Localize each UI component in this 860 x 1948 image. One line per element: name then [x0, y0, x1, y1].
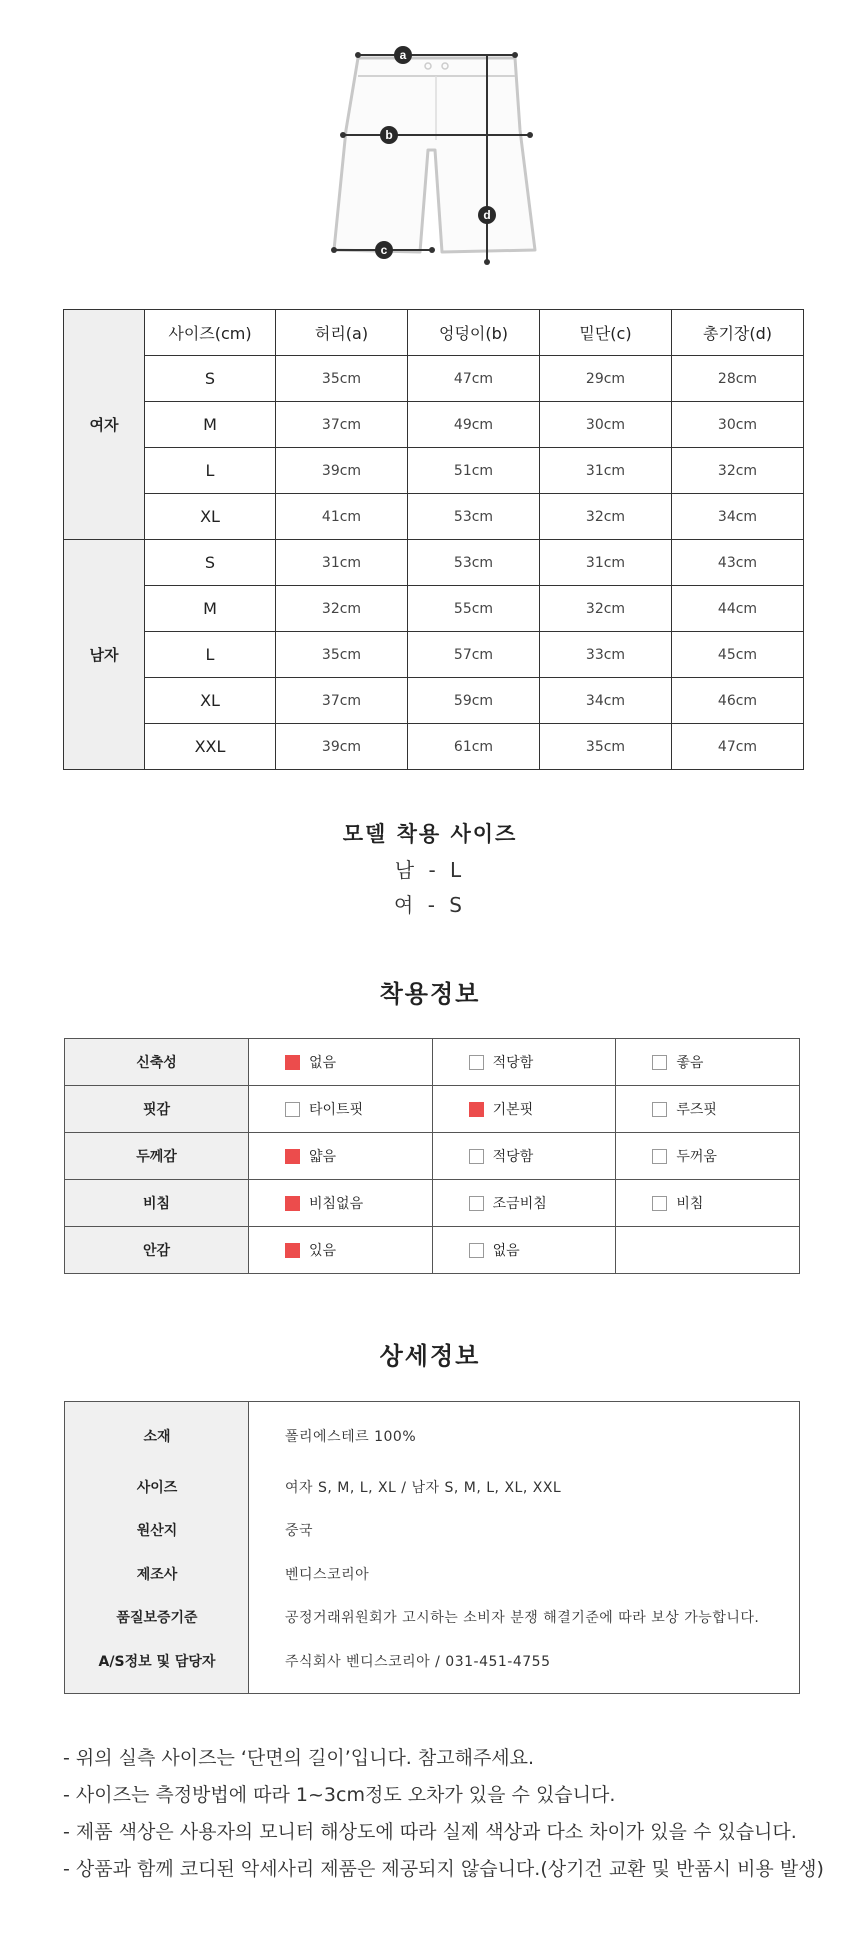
value-cell: 44cm — [672, 586, 804, 632]
value-cell: 47cm — [672, 724, 804, 770]
table-row — [64, 540, 804, 586]
value-cell: 39cm — [276, 448, 408, 494]
fit-info-table — [64, 1038, 800, 1274]
model-size-title: 모델 착용 사이즈 — [342, 822, 518, 846]
detail-label: 사이즈 — [136, 1480, 178, 1496]
value-cell: 39cm — [276, 724, 408, 770]
fit-option-label: 없음 — [309, 1055, 337, 1071]
size-table — [63, 309, 804, 770]
fit-row-thickness — [65, 1133, 800, 1180]
fit-row-lining — [65, 1227, 800, 1274]
value-cell: 32cm — [276, 586, 408, 632]
marker-c — [375, 241, 393, 259]
table-row — [64, 632, 804, 678]
fit-option-label: 기본핏 — [492, 1102, 534, 1118]
fit-option — [249, 1039, 433, 1086]
value-cell: 61cm — [408, 724, 540, 770]
checkbox-checked-icon — [285, 1196, 300, 1211]
fit-option — [432, 1133, 616, 1180]
checkbox-empty-icon — [469, 1196, 484, 1211]
value-cell: 37cm — [276, 678, 408, 724]
checkbox-empty-icon — [652, 1196, 667, 1211]
detail-value: 주식회사 벤디스코리아 / 031-451-4755 — [285, 1654, 551, 1670]
fit-row-label: 안감 — [65, 1227, 249, 1274]
detail-label: 제조사 — [136, 1567, 178, 1583]
fit-option — [432, 1086, 616, 1133]
fit-option-empty — [616, 1227, 800, 1274]
value-cell: 49cm — [408, 402, 540, 448]
size-cell: M — [145, 402, 276, 448]
value-cell: 29cm — [540, 356, 672, 402]
size-cell: M — [145, 586, 276, 632]
checkbox-empty-icon — [469, 1149, 484, 1164]
detail-row — [65, 1559, 801, 1589]
checkbox-checked-icon — [469, 1102, 484, 1117]
fit-option-label: 얇음 — [309, 1149, 337, 1165]
table-row — [64, 724, 804, 770]
checkbox-empty-icon — [469, 1243, 484, 1258]
notice-item: - 상품과 함께 코디된 악세사리 제품은 제공되지 않습니다.(상기건 교환 및 반품시 비용 발생) — [63, 1858, 824, 1880]
table-row — [64, 678, 804, 724]
fit-option — [616, 1133, 800, 1180]
value-cell: 41cm — [276, 494, 408, 540]
shorts-measurement-diagram — [0, 0, 860, 300]
value-cell: 32cm — [540, 494, 672, 540]
detail-row — [65, 1646, 801, 1676]
fit-info-title: 착용정보 — [379, 980, 481, 1008]
fit-row-label: 두께감 — [65, 1133, 249, 1180]
value-cell: 33cm — [540, 632, 672, 678]
svg-text:a: a — [399, 48, 407, 62]
size-table-header — [64, 310, 804, 356]
detail-value: 여자 S, M, L, XL / 남자 S, M, L, XL, XXL — [285, 1480, 562, 1496]
value-cell: 57cm — [408, 632, 540, 678]
fit-option-label: 적당함 — [492, 1149, 534, 1165]
detail-label: 소재 — [143, 1429, 171, 1445]
value-cell: 28cm — [672, 356, 804, 402]
detail-label: 품질보증기준 — [116, 1610, 198, 1626]
fit-option-label: 좋음 — [676, 1055, 704, 1071]
value-cell: 43cm — [672, 540, 804, 586]
notice-list — [63, 1740, 824, 1888]
svg-text:d: d — [483, 208, 491, 222]
fit-option — [616, 1180, 800, 1227]
value-cell: 31cm — [276, 540, 408, 586]
marker-b — [380, 126, 398, 144]
fit-option — [249, 1180, 433, 1227]
fit-row-label: 신축성 — [65, 1039, 249, 1086]
value-cell: 47cm — [408, 356, 540, 402]
value-cell: 35cm — [540, 724, 672, 770]
size-cell: XL — [145, 494, 276, 540]
value-cell: 34cm — [540, 678, 672, 724]
value-cell: 55cm — [408, 586, 540, 632]
value-cell: 31cm — [540, 448, 672, 494]
detail-value: 공정거래위원회가 고시하는 소비자 분쟁 해결기준에 따라 보상 가능합니다. — [285, 1610, 760, 1626]
marker-d — [478, 206, 496, 224]
value-cell: 35cm — [276, 356, 408, 402]
checkbox-empty-icon — [285, 1102, 300, 1117]
fit-option — [249, 1227, 433, 1274]
fit-option — [432, 1227, 616, 1274]
value-cell: 35cm — [276, 632, 408, 678]
detail-value: 폴리에스테르 100% — [285, 1429, 417, 1445]
fit-option — [616, 1039, 800, 1086]
detail-info-title: 상세정보 — [379, 1342, 481, 1370]
value-cell: 53cm — [408, 494, 540, 540]
table-row — [64, 402, 804, 448]
fit-option-label: 타이트핏 — [309, 1102, 364, 1118]
value-cell: 46cm — [672, 678, 804, 724]
fit-row-label: 비침 — [65, 1180, 249, 1227]
value-cell: 30cm — [672, 402, 804, 448]
value-cell: 32cm — [672, 448, 804, 494]
fit-option — [249, 1133, 433, 1180]
notice-item: - 사이즈는 측정방법에 따라 1~3cm정도 오차가 있을 수 있습니다. — [63, 1784, 616, 1806]
fit-option-label: 루즈핏 — [676, 1102, 717, 1118]
size-cell: S — [145, 540, 276, 586]
fit-option-label: 없음 — [492, 1243, 520, 1259]
value-cell: 53cm — [408, 540, 540, 586]
fit-option-label: 적당함 — [492, 1055, 534, 1071]
detail-info-table — [64, 1401, 800, 1694]
group-label-men: 남자 — [64, 540, 145, 770]
shorts-outline — [334, 58, 535, 252]
marker-a — [394, 46, 412, 64]
checkbox-empty-icon — [652, 1102, 667, 1117]
fit-option — [249, 1086, 433, 1133]
size-cell: L — [145, 632, 276, 678]
value-cell: 45cm — [672, 632, 804, 678]
size-cell: S — [145, 356, 276, 402]
model-size-men: 남 - L — [394, 858, 466, 882]
value-cell: 51cm — [408, 448, 540, 494]
model-size-women: 여 - S — [394, 893, 466, 917]
detail-value: 벤디스코리아 — [285, 1567, 370, 1583]
size-cell: L — [145, 448, 276, 494]
value-cell: 59cm — [408, 678, 540, 724]
size-cell: XXL — [145, 724, 276, 770]
svg-text:b: b — [385, 128, 393, 142]
value-cell: 30cm — [540, 402, 672, 448]
fit-row-fit — [65, 1086, 800, 1133]
checkbox-empty-icon — [652, 1055, 667, 1070]
checkbox-empty-icon — [469, 1055, 484, 1070]
table-row — [64, 448, 804, 494]
fit-option-label: 두꺼움 — [676, 1149, 717, 1165]
checkbox-empty-icon — [652, 1149, 667, 1164]
model-size-section — [0, 818, 860, 918]
fit-option-label: 조금비침 — [492, 1196, 547, 1212]
fit-option — [432, 1180, 616, 1227]
fit-row-label: 핏감 — [65, 1086, 249, 1133]
value-cell: 37cm — [276, 402, 408, 448]
detail-label: A/S정보 및 담당자 — [98, 1654, 216, 1670]
fit-row-sheerness — [65, 1180, 800, 1227]
checkbox-checked-icon — [285, 1243, 300, 1258]
header-hip: 엉덩이(b) — [408, 310, 540, 356]
fit-option-label: 비침 — [676, 1196, 704, 1212]
checkbox-checked-icon — [285, 1055, 300, 1070]
header-hem: 밑단(c) — [540, 310, 672, 356]
detail-value: 중국 — [285, 1523, 314, 1539]
notice-item: - 제품 색상은 사용자의 모니터 해상도에 따라 실제 색상과 다소 차이가 있을 수 있습니다. — [63, 1821, 797, 1843]
value-cell: 32cm — [540, 586, 672, 632]
table-row — [64, 356, 804, 402]
value-cell: 34cm — [672, 494, 804, 540]
detail-row — [65, 1602, 801, 1632]
value-cell: 31cm — [540, 540, 672, 586]
header-length: 총기장(d) — [672, 310, 804, 356]
fit-option — [616, 1086, 800, 1133]
group-label-women: 여자 — [64, 310, 145, 540]
fit-option-label: 있음 — [309, 1243, 337, 1259]
notice-item: - 위의 실측 사이즈는 ‘단면의 길이’입니다. 참고해주세요. — [63, 1747, 535, 1769]
checkbox-checked-icon — [285, 1149, 300, 1164]
header-size: 사이즈(cm) — [145, 310, 276, 356]
detail-label: 원산지 — [136, 1523, 178, 1539]
fit-row-stretch — [65, 1039, 800, 1086]
fit-option-label: 비침없음 — [309, 1196, 364, 1212]
detail-row — [65, 1421, 801, 1451]
size-cell: XL — [145, 678, 276, 724]
detail-row — [65, 1515, 801, 1545]
table-row — [64, 494, 804, 540]
table-row — [64, 586, 804, 632]
fit-option — [432, 1039, 616, 1086]
header-waist: 허리(a) — [276, 310, 408, 356]
detail-row — [65, 1472, 801, 1502]
svg-text:c: c — [380, 243, 388, 257]
